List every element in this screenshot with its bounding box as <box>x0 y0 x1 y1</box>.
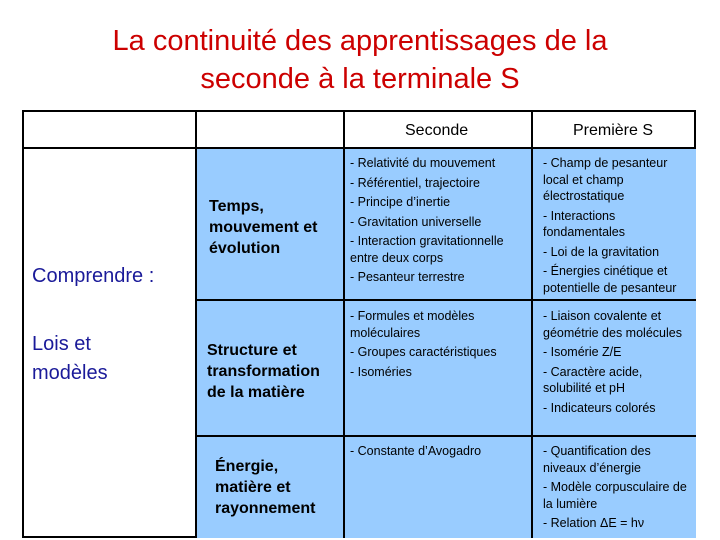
row-divider-2 <box>195 435 696 437</box>
theme-line: rayonnement <box>215 500 316 517</box>
list-item: - Interaction gravitationnelle entre deux corps <box>350 234 504 265</box>
col-divider-2 <box>343 112 345 538</box>
list-item: - Référentiel, trajectoire <box>350 175 480 190</box>
list-item: - Relation ΔE = hν <box>543 516 645 530</box>
seconde-list-2 <box>350 308 528 383</box>
list-item: - Loi de la gravitation <box>543 244 660 259</box>
premiere-list-3 <box>543 443 693 535</box>
theme-line: mouvement et <box>209 219 318 236</box>
list-item: - Énergies cinétique et potentielle de pesanteur <box>543 264 677 295</box>
theme-line: Temps, <box>209 198 264 215</box>
theme-temps <box>209 196 317 259</box>
col-divider-3 <box>531 112 533 538</box>
list-item: - Liaison covalente et géométrie des molécules <box>543 309 682 340</box>
title-line-2: seconde à la terminale S <box>200 63 520 95</box>
modeles-line: modèles <box>32 362 108 384</box>
theme-energie <box>215 456 315 519</box>
list-item: - Formules et modèles moléculaires <box>350 309 475 340</box>
list-item: - Interactions fondamentales <box>543 208 626 239</box>
list-item: - Caractère acide, solubilité et pH <box>543 364 643 395</box>
col-divider-1 <box>195 112 197 538</box>
theme-line: matière et <box>215 479 291 496</box>
header-seconde: Seconde <box>405 122 469 139</box>
row-divider-1 <box>195 299 696 301</box>
theme-line: évolution <box>209 240 281 257</box>
premiere-list-1 <box>543 155 695 299</box>
lois-line: Lois et <box>32 333 91 355</box>
list-item: - Groupes caractéristiques <box>350 345 497 359</box>
list-item: - Constante d’Avogadro <box>350 444 482 458</box>
theme-line: Énergie, <box>215 458 279 475</box>
list-item: - Indicateurs colorés <box>543 400 656 415</box>
list-item: - Pesanteur terrestre <box>350 270 465 284</box>
header-premiere: Première S <box>573 122 654 139</box>
list-item: - Relativité du mouvement <box>350 156 496 170</box>
premiere-list-2 <box>543 308 693 419</box>
curriculum-table <box>22 110 696 538</box>
comprendre-label: Comprendre : <box>32 265 155 287</box>
list-item: - Principe d’inertie <box>350 195 451 209</box>
theme-line: de la matière <box>207 384 305 401</box>
list-item: - Isoméries <box>350 364 412 379</box>
list-item: - Modèle corpusculaire de la lumière <box>543 480 687 511</box>
theme-line: transformation <box>207 363 320 380</box>
theme-structure <box>207 340 320 403</box>
list-item: - Champ de pesanteur local et champ électrostatique <box>543 156 668 203</box>
page-title <box>0 22 720 98</box>
header-divider <box>24 147 696 149</box>
seconde-list-3 <box>350 443 528 463</box>
theme-line: Structure et <box>207 342 297 359</box>
seconde-list-1 <box>350 155 528 289</box>
lois-modeles-label <box>32 330 108 388</box>
list-item: - Gravitation universelle <box>350 214 482 229</box>
title-line-1: La continuité des apprentissages de la <box>112 25 608 57</box>
list-item: - Isomérie Z/E <box>543 345 622 359</box>
list-item: - Quantification des niveaux d’énergie <box>543 444 651 475</box>
